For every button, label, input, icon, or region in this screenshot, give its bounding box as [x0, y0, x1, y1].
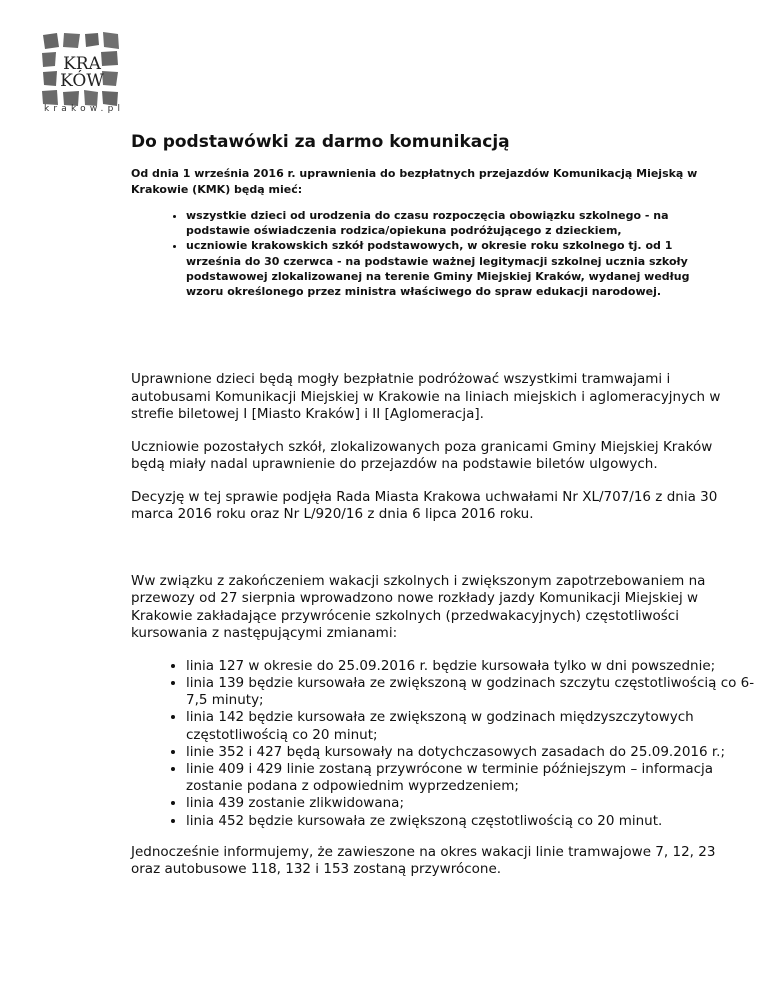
article-title: Do podstawówki za darmo komunikacją	[131, 132, 510, 152]
list-item: • uczniowie krakowskich szkół podstawowych, w okresie roku szkolnego tj. od 1 września do 30 czerwca - na podstawie ważnej legitymacji szkolnej ucznia szkoły podstawowej zlokalizowanej na terenie Gminy Miejskiej Kraków, wydanej według wzoru określonego przez ministra właściwego do spraw edukacji narodowej.	[186, 238, 706, 299]
list-item: • wszystkie dzieci od urodzenia do czasu rozpoczęcia obowiązku szkolnego - na podstawie oświadczenia rodzica/opiekuna podróżującego z dzieckiem,	[186, 208, 706, 238]
paragraph-decision: Decyzję w tej sprawie podjęła Rada Miasta Krakowa uchwałami Nr XL/707/16 z dnia 30 marca 2016 roku oraz Nr L/920/16 z dnia 6 lipca 2016 roku.	[131, 488, 718, 523]
list-item: • linia 452 będzie kursowała ze zwiększoną częstotliwością co 20 minut.	[186, 813, 766, 830]
list-item: • linia 127 w okresie do 25.09.2016 r. będzie kursowała tylko w dni powszednie;	[186, 658, 766, 675]
paragraph-other-schools: Uczniowie pozostałych szkół, zlokalizowanych poza granicami Gminy Miejskiej Kraków będą miały nadal uprawnienie do przejazdów na podstawie biletów ulgowych.	[131, 438, 713, 473]
paragraph-restored-lines: Jednocześnie informujemy, że zawieszone na okres wakacji linie tramwajowe 7, 12, 23 oraz autobusowe 118, 132 i 153 zostaną przywrócone.	[131, 843, 716, 878]
list-item: • linia 139 będzie kursowała ze zwiększoną w godzinach szczytu częstotliwością co 6-7,5 minuty;	[186, 675, 766, 709]
eligible-list	[131, 208, 706, 299]
list-item: • linia 142 będzie kursowała ze zwiększoną w godzinach międzyszczytowych częstotliwością co 20 minut;	[186, 709, 766, 743]
list-item: • linia 439 zostanie zlikwidowana;	[186, 795, 766, 812]
article-intro: Od dnia 1 września 2016 r. uprawnienia do bezpłatnych przejazdów Komunikacją Miejską w Krakowie (KMK) będą mieć:	[131, 167, 698, 196]
logo-word-line1: KRA	[63, 54, 101, 74]
list-item: • linie 409 i 429 linie zostaną przywrócone w terminie późniejszym – informacja zostanie podana z odpowiednim wyprzedzeniem;	[186, 761, 766, 795]
paragraph-schedule-change: Ww związku z zakończeniem wakacji szkolnych i zwiększonym zapotrzebowaniem na przewozy od 27 sierpnia wprowadzono nowe rozkłady jazdy Komunikacji Miejskiej w Krakowie zakładające przywrócenie szkolnych (przedwakacyjnych) częstotliwości kursowania z następującymi zmianami:	[131, 572, 706, 642]
logo-caption: krakow.pl	[44, 104, 125, 114]
paragraph-free-travel: Uprawnione dzieci będą mogły bezpłatnie podróżować wszystkimi tramwajami i autobusami Komunikacji Miejskiej w Krakowie na liniach miejskich i aglomeracyjnych w strefie biletowej I [Miasto Kraków] i II [Aglomeracja].	[131, 371, 721, 423]
list-item: • linie 352 i 427 będą kursowały na dotychczasowych zasadach do 25.09.2016 r.;	[186, 744, 766, 761]
route-changes-list	[131, 658, 766, 830]
article	[131, 130, 755, 879]
logo-word-line2: KÓW	[60, 71, 104, 91]
